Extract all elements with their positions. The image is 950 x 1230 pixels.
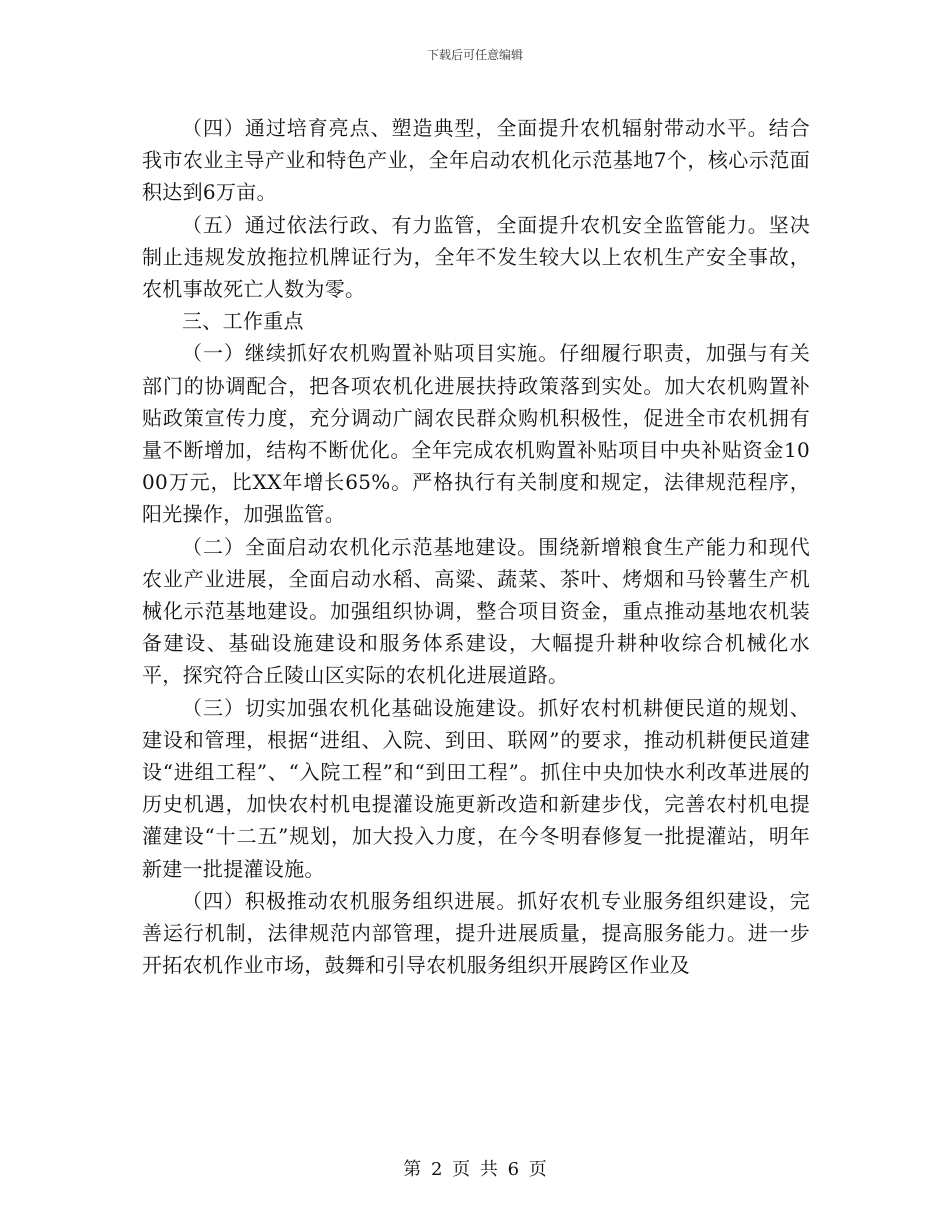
- paragraph-3-infrastructure: （三）切实加强农机化基础设施建设。抓好农村机耕便民道的规划、建设和管理，根据“进组、入院、到田、联网”的要求，推动机耕便民道建设“进组工程”、“入院工程”和“到田工程”。抓住中央加快水利改革进展的历史机遇，加快农村机电提灌设施更新改造和新建步伐，完善农村机电提灌建设“十二五”规划，加大投入力度，在今冬明春修复一批提灌站，明年新建一批提灌设施。: [142, 695, 810, 881]
- paragraph-2-demo-base: （二）全面启动农机化示范基地建设。围绕新增粮食生产能力和现代农业产业进展，全面启动水稻、高粱、蔬菜、茶叶、烤烟和马铃薯生产机械化示范基地建设。加强组织协调，整合项目资金，重点推动基地农机装备建设、基础设施建设和服务体系建设，大幅提升耕种收综合机械化水平，探究符合丘陵山区实际的农机化进展道路。: [142, 534, 810, 688]
- section-heading-work-focus: 三、工作重点: [182, 309, 304, 334]
- paragraph-5-safety: （五）通过依法行政、有力监管，全面提升农机安全监管能力。坚决制止违规发放拖拉机牌证行为，全年不发生较大以上农机生产安全事故，农机事故死亡人数为零。: [142, 212, 810, 302]
- page-number-footer: 第 2 页 共 6 页: [403, 1159, 547, 1180]
- document-body: [142, 112, 810, 981]
- paragraph-4-talent: （四）通过培育亮点、塑造典型，全面提升农机辐射带动水平。结合我市农业主导产业和特色产业，全年启动农机化示范基地7个，核心示范面积达到6万亩。: [142, 116, 810, 205]
- header-note: 下载后可任意编辑: [426, 48, 523, 62]
- paragraph-1-subsidy: （一）继续抓好农机购置补贴项目实施。仔细履行职责，加强与有关部门的协调配合，把各项农机化进展扶持政策落到实处。加大农机购置补贴政策宣传力度，充分调动广阔农民群众购机积极性，促进全市农机拥有量不断增加，结构不断优化。全年完成农机购置补贴项目中央补贴资金1000万元，比XX年增长65%。严格执行有关制度和规定，法律规范程序，阳光操作，加强监管。: [142, 341, 810, 527]
- paragraph-4-service-org: （四）积极推动农机服务组织进展。抓好农机专业服务组织建设，完善运行机制，法律规范内部管理，提升进展质量，提高服务能力。进一步开拓农机作业市场，鼓舞和引导农机服务组织开展跨区作业及: [142, 888, 810, 978]
